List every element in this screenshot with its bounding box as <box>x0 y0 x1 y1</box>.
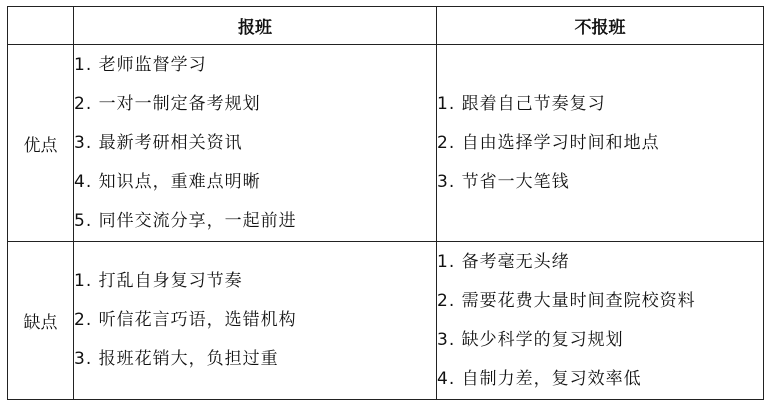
pros-enroll-cell <box>74 45 437 242</box>
row-header-cons: 缺点 <box>8 242 74 400</box>
list-item: 3. 节省一大笔钱 <box>437 171 570 192</box>
cons-row <box>8 242 764 400</box>
list-item: 2. 一对一制定备考规划 <box>74 93 261 114</box>
list-item: 1. 跟着自己节奏复习 <box>437 93 606 114</box>
list-item: 1. 老师监督学习 <box>74 54 207 75</box>
pros-enroll-list <box>74 46 436 241</box>
list-item: 2. 需要花费大量时间查院校资料 <box>437 290 696 311</box>
cons-no-enroll-list <box>437 243 763 399</box>
column-header-enroll: 报班 <box>74 7 437 45</box>
row-header-pros: 优点 <box>8 45 74 242</box>
corner-cell <box>8 7 74 45</box>
pros-no-enroll-list <box>437 85 763 202</box>
list-item: 1. 打乱自身复习节奏 <box>74 271 243 291</box>
cons-enroll-cell <box>74 242 437 400</box>
list-item: 5. 同伴交流分享，一起前进 <box>74 210 297 231</box>
list-item: 2. 听信花言巧语，选错机构 <box>74 310 297 330</box>
list-item: 3. 报班花销大，负担过重 <box>74 349 279 369</box>
list-item: 1. 备考毫无头绪 <box>437 251 570 272</box>
list-item: 3. 缺少科学的复习规划 <box>437 329 624 350</box>
list-item: 2. 自由选择学习时间和地点 <box>437 132 660 153</box>
cons-no-enroll-cell <box>437 242 764 400</box>
header-row <box>8 7 764 45</box>
pros-row <box>8 45 764 242</box>
column-header-no-enroll: 不报班 <box>437 7 764 45</box>
comparison-table <box>7 6 764 400</box>
cons-enroll-list <box>74 262 436 379</box>
list-item: 3. 最新考研相关资讯 <box>74 132 243 153</box>
list-item: 4. 知识点，重难点明晰 <box>74 171 261 192</box>
list-item: 4. 自制力差，复习效率低 <box>437 368 642 389</box>
pros-no-enroll-cell <box>437 45 764 242</box>
